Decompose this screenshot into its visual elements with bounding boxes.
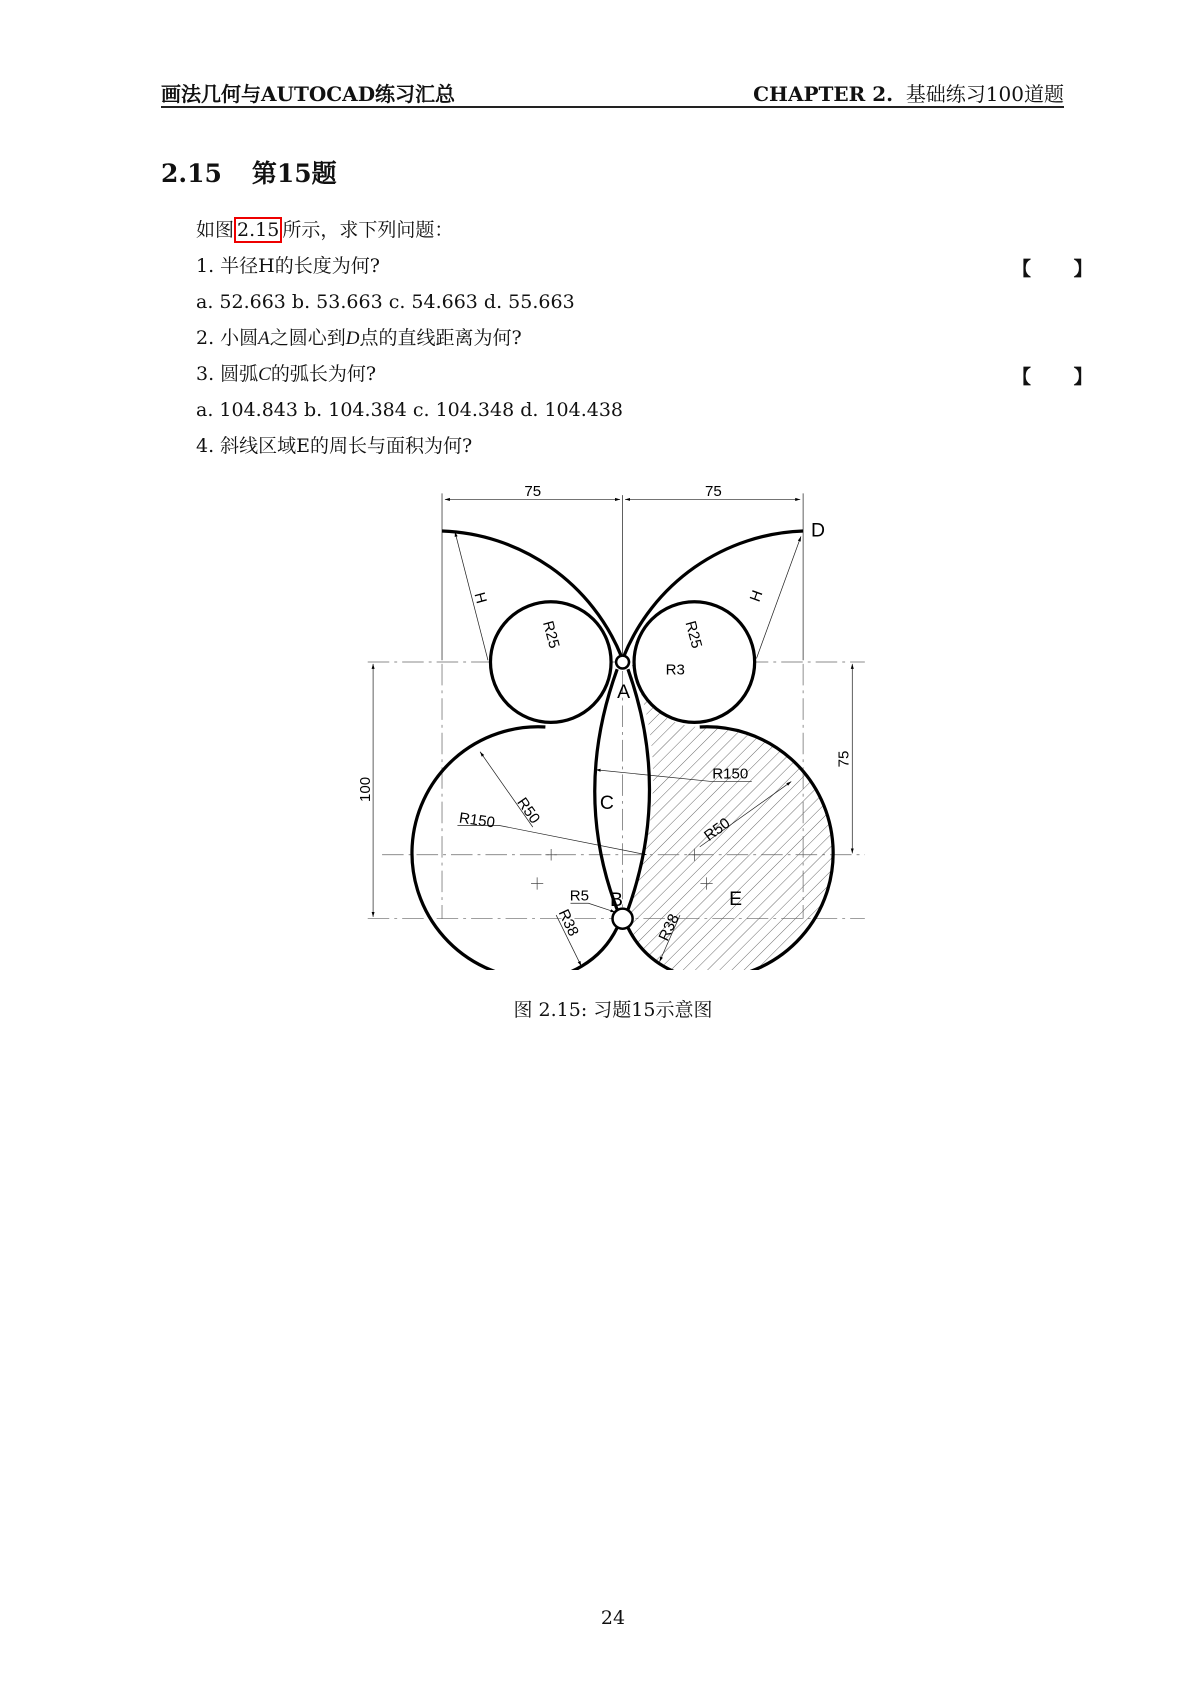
circle-a [616, 656, 629, 669]
hatched-region-e [628, 693, 833, 970]
dim-label: R50 [513, 794, 544, 827]
question-3 [196, 362, 376, 387]
header-rule [161, 106, 1064, 108]
chapter-title: 基础练习100道题 [905, 82, 1064, 106]
q3-part: 3. 圆弧 [196, 363, 259, 385]
question-2 [196, 326, 522, 351]
left-small-circle [490, 602, 611, 723]
arc-label-c: C [599, 792, 614, 815]
dim-label: R3 [665, 661, 685, 679]
dim-label: R25 [681, 619, 706, 651]
answer-bracket-1: 【 】 [1012, 258, 1111, 280]
figure-ref-link[interactable]: 2.15 [234, 217, 282, 243]
q3-part: 的弧长为何? [270, 363, 377, 385]
intro-text [196, 218, 453, 242]
circle-b [613, 909, 633, 929]
region-label-e: E [729, 888, 743, 911]
dim-label: R50 [701, 814, 734, 845]
q2-part: 点的直线距离为何? [359, 327, 522, 349]
intro-suffix: 所示，求下列问题： [282, 219, 454, 241]
figure-caption: 图 2.15: 习题15示意图 [513, 999, 713, 1021]
point-label-b: B [610, 889, 623, 912]
dim-label: R38 [554, 906, 582, 939]
answer-bracket-3: 【 】 [1012, 366, 1111, 388]
dim-label: 100 [357, 776, 375, 803]
dim-label: 75 [524, 482, 542, 500]
q2-part: 之圆心到 [269, 327, 346, 349]
section-title: 第15题 [251, 159, 337, 188]
question-1-options: a. 52.663 b. 53.663 c. 54.663 d. 55.663 [196, 291, 575, 313]
section-heading [161, 154, 337, 190]
point-label-d: D [811, 519, 826, 542]
dim-label: R150 [712, 765, 749, 783]
question-4: 4. 斜线区域E的周长与面积为何? [196, 435, 473, 457]
q2-var-d: D [345, 328, 360, 349]
left-lower-lobe [412, 727, 617, 970]
dim-label: H [470, 590, 490, 606]
q3-var-c: C [258, 364, 271, 385]
section-number: 2.15 [161, 159, 222, 188]
intro-prefix: 如图 [196, 219, 235, 241]
q2-var-a: A [258, 328, 270, 349]
running-header-title: 画法几何与AUTOCAD练习汇总 [161, 82, 456, 106]
question-3-options: a. 104.843 b. 104.384 c. 104.348 d. 104.438 [196, 399, 624, 421]
point-label-a: A [617, 680, 631, 703]
dim-label: R25 [539, 619, 563, 651]
dim-label: R5 [569, 887, 590, 905]
butterfly-cad-figure [330, 470, 890, 970]
page-number: 24 [600, 1607, 626, 1629]
dim-label: H [746, 588, 767, 605]
chapter-label: CHAPTER 2. [753, 82, 894, 106]
arc-c-left [595, 669, 617, 909]
running-header-chapter [753, 78, 1064, 107]
dim-label: R150 [457, 809, 497, 832]
q2-part: 2. 小圆 [196, 327, 259, 349]
dim-label: 75 [704, 482, 722, 500]
question-1: 1. 半径H的长度为何? [196, 255, 380, 277]
dim-label: 75 [835, 750, 853, 768]
dim-label: R38 [655, 911, 683, 944]
